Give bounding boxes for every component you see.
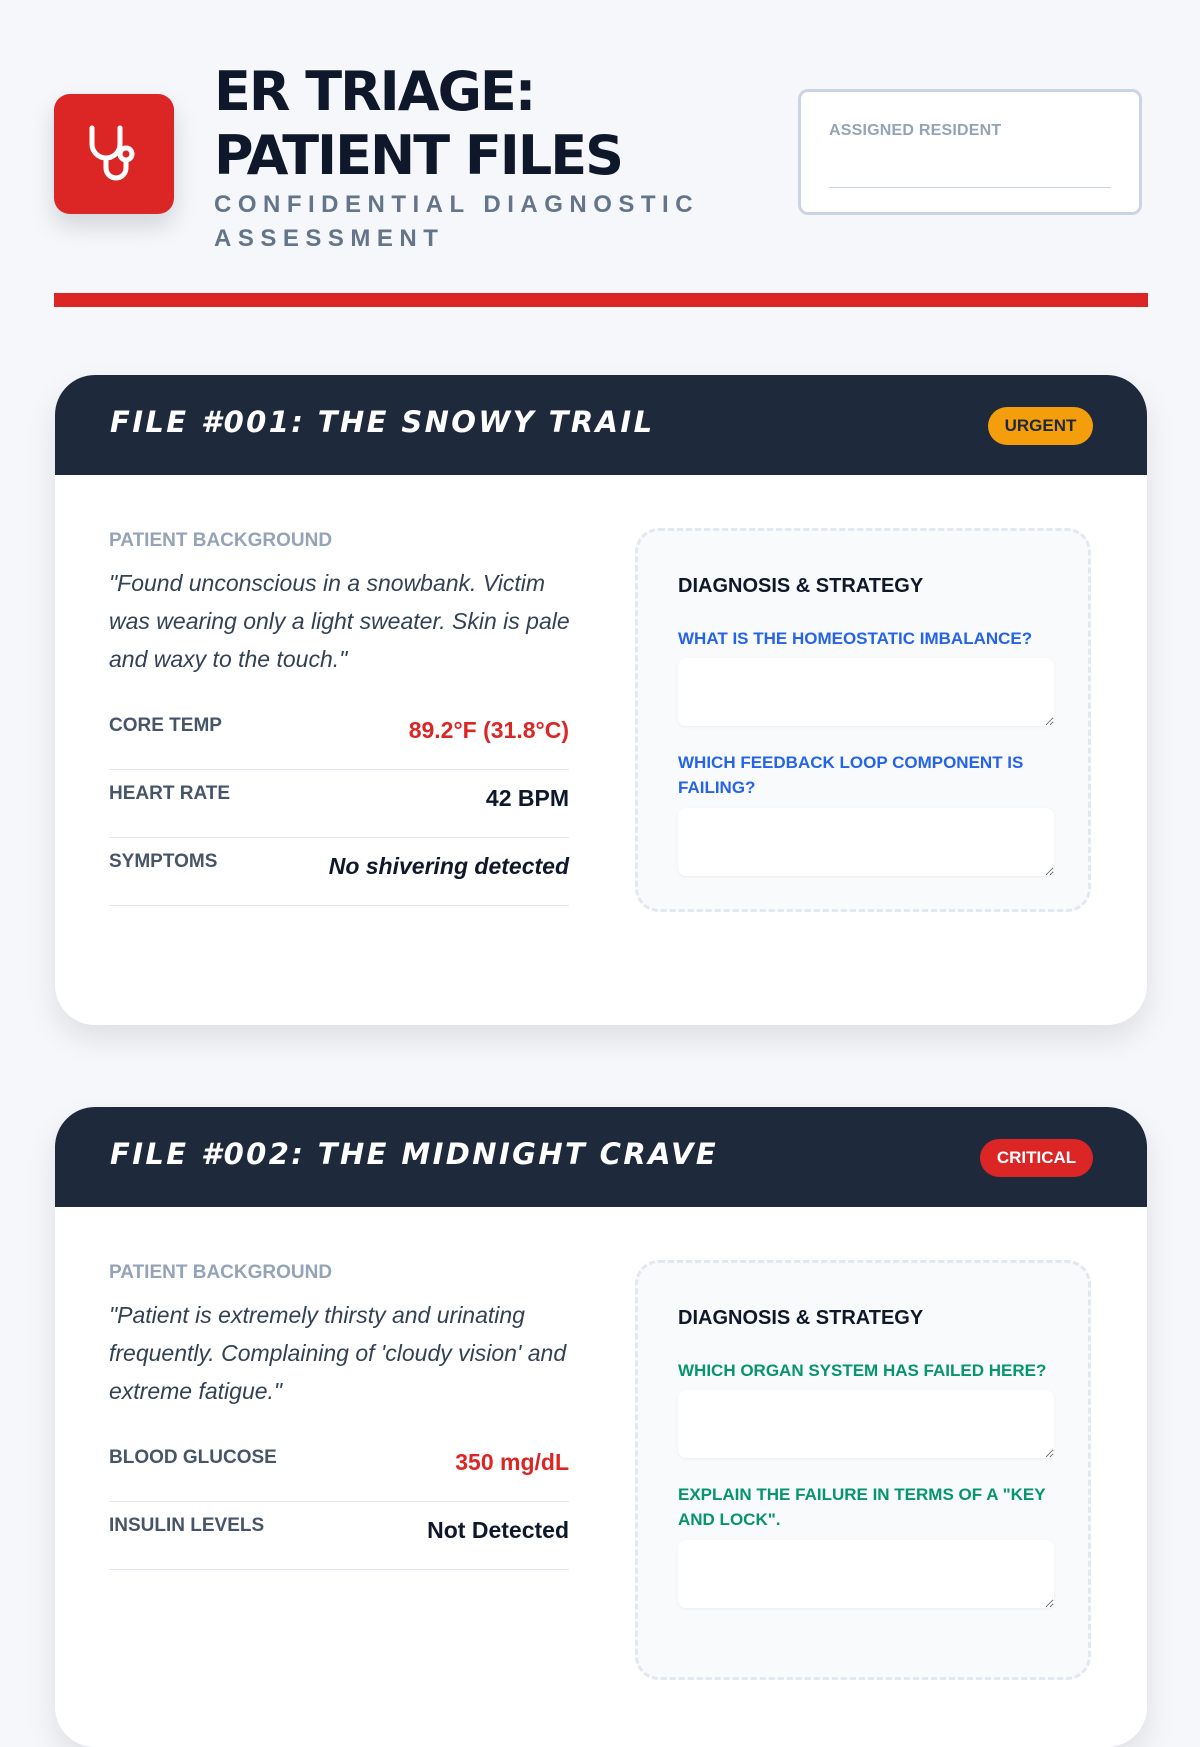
diagnosis-title: DIAGNOSIS & STRATEGY <box>678 575 924 597</box>
stat-value: 42 BPM <box>485 785 569 811</box>
stat-value: Not Detected <box>427 1517 569 1543</box>
status-badge: CRITICAL <box>980 1139 1093 1177</box>
patient-background-label: PATIENT BACKGROUND <box>109 530 333 551</box>
patient-background-quote: "Patient is extremely thirsty and urinating frequently. Complaining of 'cloudy vision' and extreme fatigue." <box>109 1302 567 1404</box>
stat-value: No shivering detected <box>328 853 569 879</box>
stat-label: SYMPTOMS <box>109 851 218 872</box>
patient-file-card <box>55 375 1147 1025</box>
assigned-resident-input-line[interactable] <box>829 187 1111 188</box>
stat-row <box>109 837 569 906</box>
assigned-resident-field[interactable] <box>798 89 1142 215</box>
patient-file-header <box>55 1107 1147 1207</box>
logo <box>54 94 174 214</box>
stethoscope-icon <box>82 122 146 186</box>
header-divider <box>54 293 1148 307</box>
page-header <box>54 60 1148 260</box>
stat-row <box>109 1501 569 1570</box>
page-title: ER TRIAGE: PATIENT FILES <box>214 60 623 187</box>
patient-background-label: PATIENT BACKGROUND <box>109 1262 333 1283</box>
stat-row <box>109 701 569 770</box>
page-subtitle: CONFIDENTIAL DIAGNOSTIC ASSESSMENT <box>214 191 700 252</box>
question-label: EXPLAIN THE FAILURE IN TERMS OF A "KEY AND LOCK". <box>678 1485 1046 1529</box>
question-label: WHICH FEEDBACK LOOP COMPONENT IS FAILING? <box>678 753 1024 797</box>
stat-label: HEART RATE <box>109 783 231 804</box>
question-label: WHAT IS THE HOMEOSTATIC IMBALANCE? <box>678 629 1033 648</box>
patient-file-header <box>55 375 1147 475</box>
diagnosis-title: DIAGNOSIS & STRATEGY <box>678 1307 924 1329</box>
stat-label: BLOOD GLUCOSE <box>109 1447 277 1468</box>
stat-row <box>109 1433 569 1502</box>
stat-value: 89.2°F (31.8°C) <box>408 717 569 743</box>
patient-file-card <box>55 1107 1147 1747</box>
assigned-resident-label: ASSIGNED RESIDENT <box>829 122 1002 139</box>
patient-background-quote: "Found unconscious in a snowbank. Victim was wearing only a light sweater. Skin is pale and waxy to the touch." <box>109 570 570 672</box>
status-badge: URGENT <box>988 407 1093 445</box>
diagnosis-panel <box>635 528 1091 912</box>
question-label: WHICH ORGAN SYSTEM HAS FAILED HERE? <box>678 1361 1047 1380</box>
stat-row <box>109 769 569 838</box>
stat-label: CORE TEMP <box>109 715 222 736</box>
answer-field[interactable] <box>678 808 1054 876</box>
answer-field[interactable] <box>678 1540 1054 1608</box>
diagnosis-panel <box>635 1260 1091 1680</box>
patient-file-title: FILE #002: THE MIDNIGHT CRAVE <box>110 1137 719 1171</box>
stat-label: INSULIN LEVELS <box>109 1515 265 1536</box>
answer-field[interactable] <box>678 1390 1054 1458</box>
stat-value: 350 mg/dL <box>455 1449 569 1475</box>
answer-field[interactable] <box>678 658 1054 726</box>
patient-file-title: FILE #001: THE SNOWY TRAIL <box>110 405 655 439</box>
